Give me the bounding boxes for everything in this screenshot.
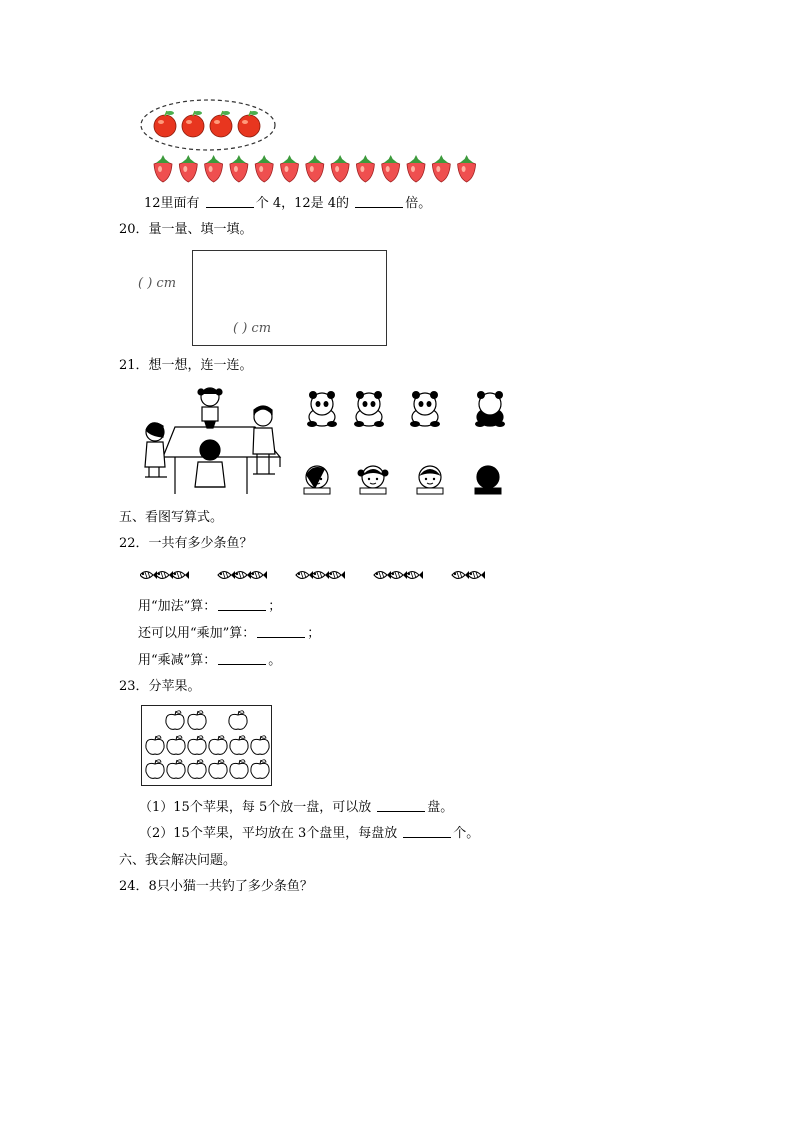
apples-illustration — [142, 706, 271, 785]
answer-blank[interactable] — [218, 598, 266, 611]
table-scene-illustration — [135, 382, 525, 497]
q22-line-suffix: ； — [268, 599, 282, 614]
boy-side-icon[interactable] — [417, 466, 443, 494]
apple-icon — [229, 711, 247, 730]
q23-question-line — [139, 799, 453, 816]
fish-groups — [140, 562, 530, 588]
panda-right-icon[interactable] — [410, 391, 440, 427]
q22-answer-line — [138, 625, 320, 642]
apple-icon — [188, 736, 206, 755]
q21-title: 21．想一想，连一连。 — [119, 358, 253, 373]
strawberry-icon — [281, 155, 299, 182]
strawberry-icon — [179, 155, 197, 182]
answer-blank[interactable] — [257, 625, 305, 638]
measure-rectangle — [192, 250, 387, 346]
apple-box — [141, 705, 272, 786]
q23-title: 23．分苹果。 — [119, 679, 201, 694]
fish-icon — [468, 571, 485, 579]
q20-title: 20．量一量、填一填。 — [119, 222, 253, 237]
apple-icon — [167, 736, 185, 755]
strawberry-icon — [306, 155, 324, 182]
fish-icon — [390, 571, 407, 579]
q22-title: 22．一共有多少条鱼？ — [119, 536, 253, 551]
q22-line-suffix: ； — [307, 626, 321, 641]
apple-icon — [210, 111, 232, 137]
fish-illustration — [140, 562, 530, 588]
q19-figure — [138, 98, 483, 186]
panda-back-icon[interactable] — [475, 391, 505, 427]
fish-icon — [234, 571, 251, 579]
strawberry-icon — [154, 155, 172, 182]
fish-icon — [140, 571, 157, 579]
apple-icon — [230, 736, 248, 755]
girl-side-icon[interactable] — [304, 466, 330, 494]
apple-icon — [182, 111, 204, 137]
panda-front-icon[interactable] — [307, 391, 337, 427]
q23-line-label: （2）15个苹果，平均放在 3个盘里，每盘放 — [139, 826, 398, 841]
fish-icon — [172, 571, 189, 579]
q19-text-2: 个 4，12是 4的 — [255, 196, 350, 211]
answer-blank[interactable] — [218, 652, 266, 665]
panda-left-icon[interactable] — [354, 391, 384, 427]
rectangle-height-label: ( ) cm — [138, 276, 177, 291]
fish-icon — [156, 571, 173, 579]
strawberry-icon — [205, 155, 223, 182]
fish-icon — [218, 571, 235, 579]
apple-icon — [251, 760, 269, 779]
boy-back-icon[interactable] — [475, 466, 501, 494]
section-5-heading: 五、看图写算式。 — [119, 510, 224, 525]
apple-icon — [209, 760, 227, 779]
strawberry-icon — [382, 155, 400, 182]
q23-question-line — [139, 825, 479, 842]
fish-icon — [296, 571, 313, 579]
strawberry-icon — [230, 155, 248, 182]
girl-front-icon[interactable] — [358, 466, 389, 494]
q22-line-suffix: 。 — [268, 653, 282, 668]
fish-icon — [250, 571, 267, 579]
fish-icon — [312, 571, 329, 579]
q23-line-suffix: 盘。 — [427, 800, 454, 815]
rectangle-width-label: ( ) cm — [233, 321, 272, 336]
q19-text-3: 倍。 — [405, 196, 432, 211]
fish-icon — [374, 571, 391, 579]
strawberry-icon — [458, 155, 476, 182]
apple-icon — [188, 711, 206, 730]
answer-blank[interactable] — [403, 825, 451, 838]
apple-icon — [166, 711, 184, 730]
apple-icon — [167, 760, 185, 779]
q22-line-label: 用“加法”算： — [138, 599, 217, 614]
q23-line-label: （1）15个苹果，每 5个放一盘，可以放 — [139, 800, 372, 815]
q22-line-label: 还可以用“乘加”算： — [138, 626, 256, 641]
apple-icon — [146, 760, 164, 779]
apple-icon — [146, 736, 164, 755]
section-6-heading: 六、我会解决问题。 — [119, 853, 237, 868]
apples-strawberries-illustration — [138, 98, 483, 186]
q22-answer-line — [138, 598, 281, 615]
apple-icon — [188, 760, 206, 779]
answer-blank[interactable] — [206, 195, 254, 208]
q24-title: 24．8只小猫一共钓了多少条鱼？ — [119, 879, 313, 894]
strawberry-icon — [255, 155, 273, 182]
q21-figure — [135, 382, 525, 497]
strawberry-icon — [407, 155, 425, 182]
table-with-children — [145, 388, 280, 494]
q22-line-label: 用“乘减”算： — [138, 653, 217, 668]
q19-text-1: 12里面有 — [144, 196, 200, 211]
apple-icon — [209, 736, 227, 755]
fish-icon — [452, 571, 469, 579]
answer-blank[interactable] — [377, 799, 425, 812]
apple-icon — [238, 111, 260, 137]
apple-icon — [154, 111, 176, 137]
strawberry-icon — [432, 155, 450, 182]
fish-icon — [406, 571, 423, 579]
fish-icon — [328, 571, 345, 579]
strawberry-icon — [356, 155, 374, 182]
apple-icon — [251, 736, 269, 755]
q22-answer-line — [138, 652, 281, 669]
q19-line — [144, 195, 431, 212]
strawberry-icon — [331, 155, 349, 182]
apple-icon — [230, 760, 248, 779]
q23-line-suffix: 个。 — [453, 826, 480, 841]
answer-blank[interactable] — [355, 195, 403, 208]
